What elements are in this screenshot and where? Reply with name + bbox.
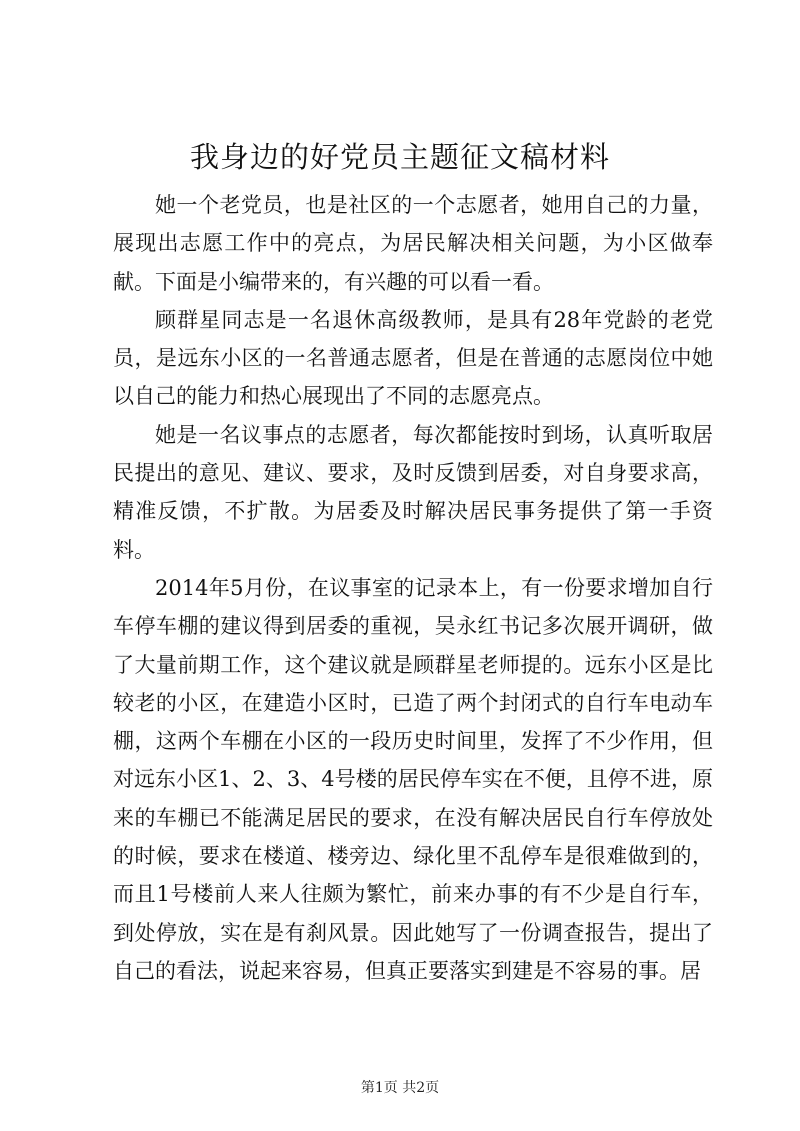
- document-title: 我身边的好党员主题征文稿材料: [189, 140, 610, 174]
- paragraph-profile: 顾群星同志是一名退休高级教师，是具有28年党龄的老党员，是远东小区的一名普通志愿者，但是在普通的志愿岗位中她以自己的能力和热心展现出了不同的志愿亮点。: [113, 307, 713, 409]
- page-footer: 第1页 共2页: [360, 1080, 440, 1096]
- paragraph-bike-shed: 2014年5月份，在议事室的记录本上，有一份要求增加自行车停车棚的建议得到居委的重视，吴永红书记多次展开调研，做了大量前期工作，这个建议就是顾群星老师提的。远东小区是比较老的小区，在建造小区时，已造了两个封闭式的自行车电动车棚，这两个车棚在小区的一段历史时间里，发挥了不少作用，但对远东小区1、2、3、4号楼的居民停车实在不便，且停不进，原来的车棚已不能满足居民的要求，在没有解决居民自行车停放处的时候，要求在楼道、楼旁边、绿化里不乱停车是很难做到的，而且1号楼前人来人往颇为繁忙，前来办事的有不少是自行车，到处停放，实在是有刹风景。因此她写了一份调查报告，提出了自己的看法，说起来容易，但真正要落实到建是不容易的事。居: [113, 575, 713, 983]
- paragraph-intro: 她一个老党员，也是社区的一个志愿者，她用自己的力量，展现出志愿工作中的亮点，为居民解决相关问题，为小区做奉献。下面是小编带来的，有兴趣的可以看一看。: [113, 193, 713, 294]
- paragraph-volunteer-duty: 她是一名议事点的志愿者，每次都能按时到场，认真听取居民提出的意见、建议、要求，及时反馈到居委，对自身要求高，精准反馈，不扩散。为居委及时解决居民事务提供了第一手资料。: [113, 422, 713, 562]
- document-body: [113, 186, 713, 990]
